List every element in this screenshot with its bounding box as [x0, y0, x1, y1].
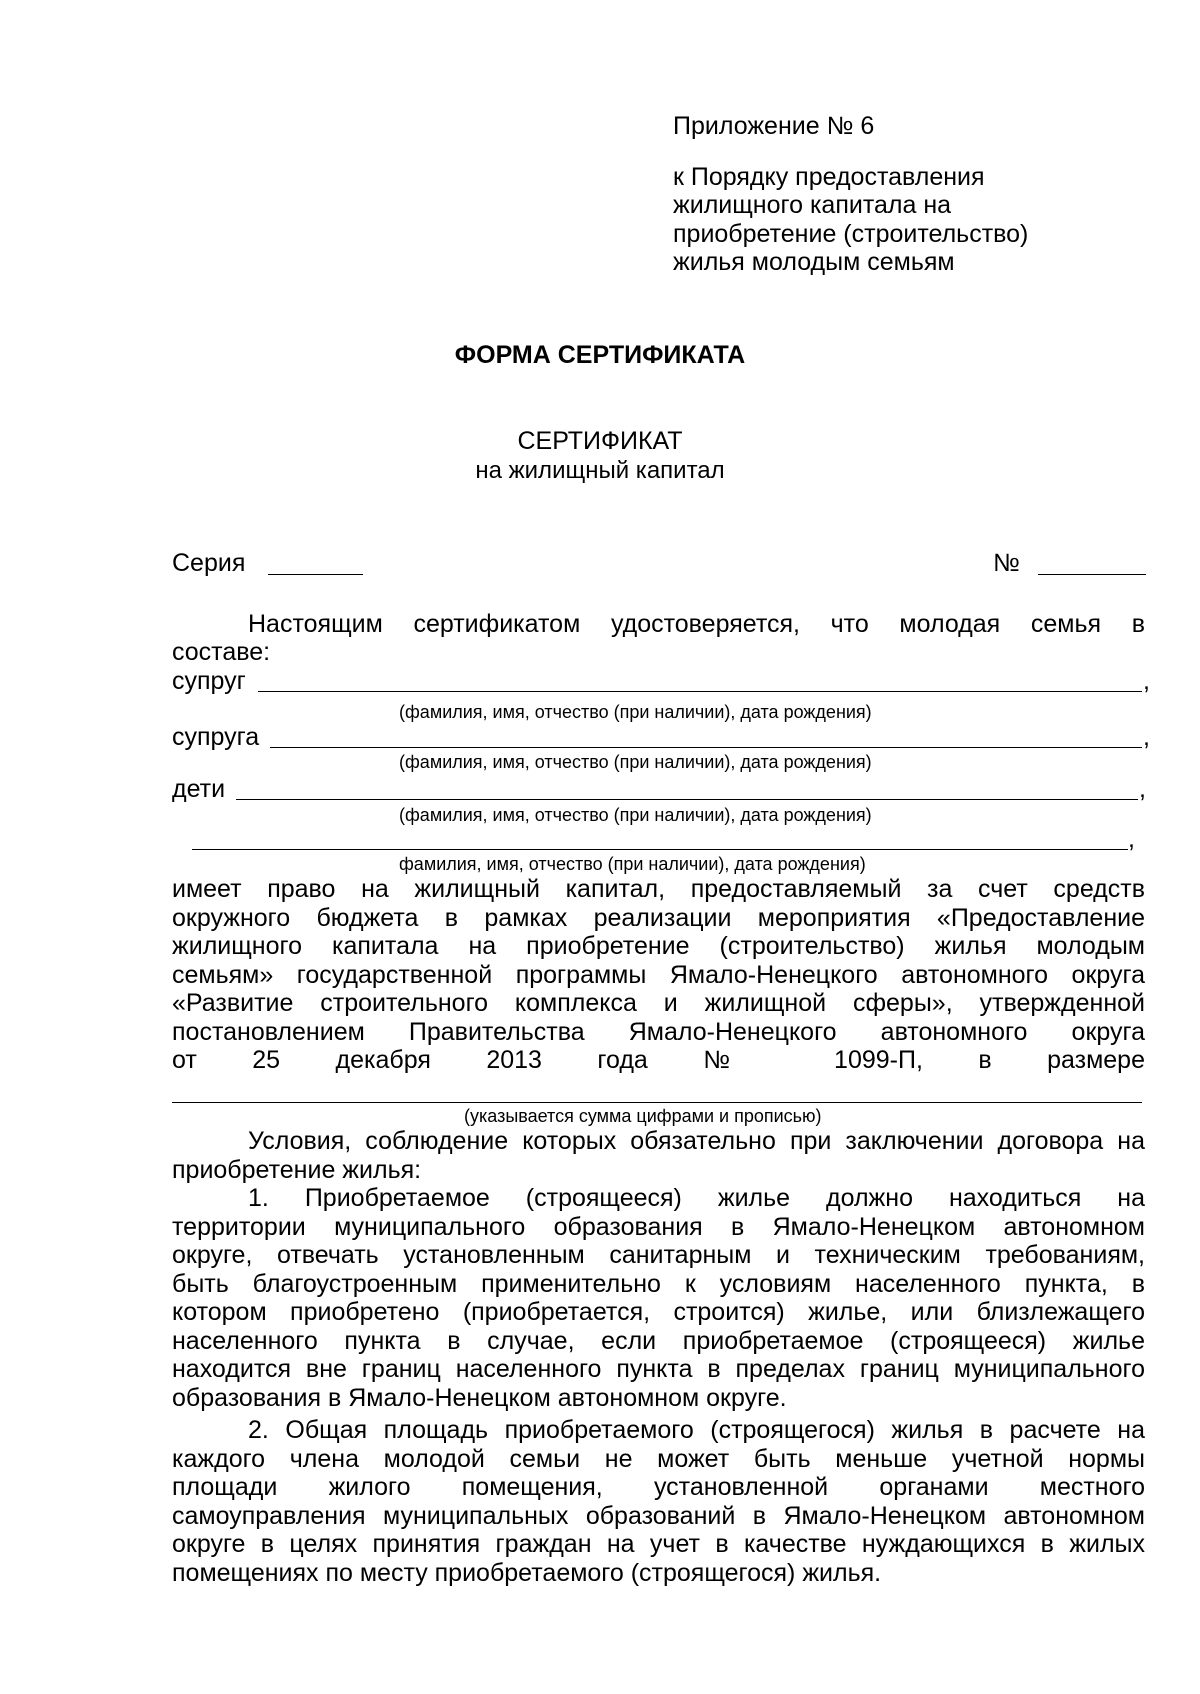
comma: ,: [1139, 775, 1146, 803]
comma: ,: [1143, 723, 1150, 751]
condition-1-line: 1. Приобретаемое (строящееся) жилье должно находиться на: [248, 1184, 1145, 1212]
number-field: [1038, 574, 1146, 575]
body-line: окружного бюджета в рамках реализации мероприятия «Предоставление: [172, 903, 1145, 932]
condition-1-line: населенного пункта в случае, если приобретаемое (строящееся) жилье: [172, 1326, 1145, 1355]
children-label: дети: [172, 775, 226, 803]
intro-line: составе:: [172, 638, 271, 666]
children-field-extra: [192, 849, 1128, 850]
certificate-title: СЕРТИФИКАТ: [517, 427, 683, 455]
condition-1-line: находится вне границ населенного пункта в пределах границ муниципального: [172, 1355, 1145, 1383]
appendix-block: [673, 112, 1028, 277]
children-field: [236, 799, 1138, 800]
number-label: №: [993, 549, 1020, 577]
certificate-subtitle: на жилищный капитал: [475, 457, 725, 484]
condition-2-line: 2. Общая площадь приобретаемого (строящегося) жилья в расчете на: [248, 1416, 1145, 1444]
form-title: ФОРМА СЕРТИФИКАТА: [454, 341, 746, 369]
intro-line: Настоящим сертификатом удостоверяется, что молодая семья в: [248, 610, 1145, 638]
condition-2-line: каждого члена молодой семьи не может быть меньше учетной нормы: [172, 1444, 1145, 1473]
condition-1-line: быть благоустроенным применительно к условиям населенного пункта, в: [172, 1269, 1145, 1298]
body-line: «Развитие строительного комплекса и жилищной сферы», утвержденной: [172, 989, 1145, 1017]
condition-2-line: самоуправления муниципальных образований в Ямало-Ненецком автономном: [172, 1501, 1145, 1530]
condition-1-line: территории муниципального образования в Ямало-Ненецком автономном: [172, 1212, 1145, 1241]
condition-2-line: округе в целях принятия граждан на учет в качестве нуждающихся в жилых: [172, 1530, 1145, 1558]
field-caption: фамилия, имя, отчество (при наличии), дата рождения): [399, 854, 866, 874]
husband-label: супруг: [172, 667, 246, 695]
wife-label: супруга: [172, 723, 260, 751]
amount-caption: (указывается сумма цифрами и прописью): [464, 1106, 822, 1126]
field-caption: (фамилия, имя, отчество (при наличии), дата рождения): [399, 752, 872, 772]
body-line: семьям» государственной программы Ямало-Ненецкого автономного округа: [172, 960, 1145, 989]
series-label: Серия: [172, 549, 246, 577]
series-field: [268, 574, 363, 575]
appendix-line: жилищного капитала на: [673, 191, 952, 219]
husband-field: [258, 691, 1142, 692]
appendix-line: к Порядку предоставления: [673, 162, 985, 191]
field-caption: (фамилия, имя, отчество (при наличии), дата рождения): [399, 805, 872, 825]
appendix-line: приобретение (строительство): [673, 219, 1029, 248]
comma: ,: [1128, 825, 1135, 853]
body-line: жилищного капитала на приобретение (строительство) жилья молодым: [172, 932, 1145, 960]
body-line: от 25 декабря 2013 года № 1099-П, в размере: [172, 1046, 1145, 1074]
conditions-intro: приобретение жилья:: [172, 1155, 422, 1184]
field-caption: (фамилия, имя, отчество (при наличии), дата рождения): [399, 702, 872, 722]
wife-field: [270, 747, 1142, 748]
appendix-number: Приложение № 6: [673, 112, 875, 140]
condition-2-line: площади жилого помещения, установленной органами местного: [172, 1473, 1145, 1501]
comma: ,: [1143, 667, 1150, 695]
condition-2-line: помещениях по месту приобретаемого (строящегося) жилья.: [172, 1558, 882, 1587]
amount-field: [172, 1102, 1142, 1103]
body-line: постановлением Правительства Ямало-Ненецкого автономного округа: [172, 1017, 1145, 1046]
conditions-intro: Условия, соблюдение которых обязательно при заключении договора на: [248, 1127, 1145, 1155]
appendix-line: жилья молодым семьям: [673, 248, 955, 276]
condition-1-line: округе, отвечать установленным санитарным и техническим требованиям,: [172, 1241, 1145, 1269]
condition-1-line: образования в Ямало-Ненецком автономном округе.: [172, 1383, 787, 1412]
body-line: имеет право на жилищный капитал, предоставляемый за счет средств: [172, 875, 1145, 903]
condition-1-line: котором приобретено (приобретается, строится) жилье, или близлежащего: [172, 1298, 1145, 1326]
